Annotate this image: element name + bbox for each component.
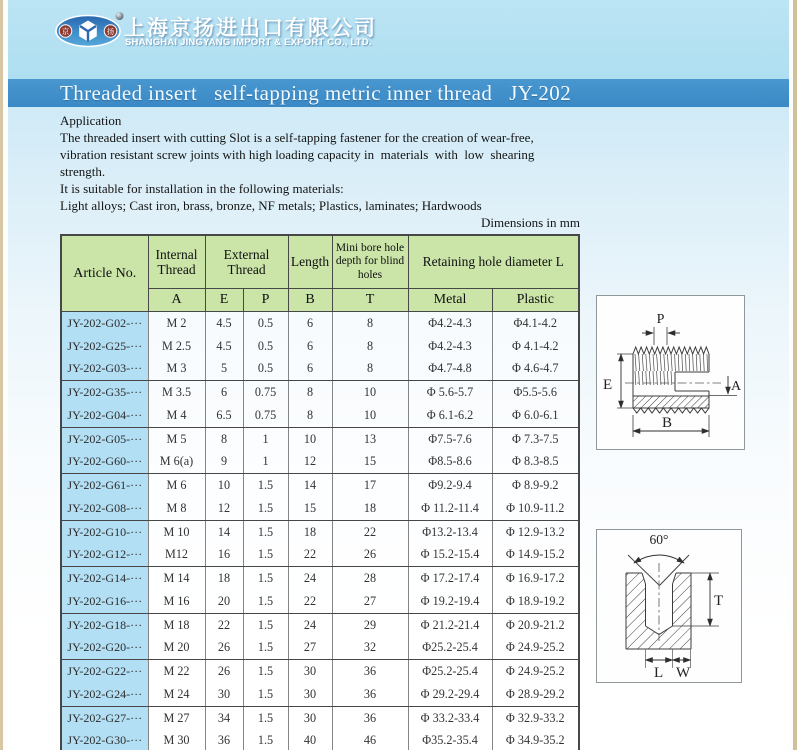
col-header-article: Article No. bbox=[61, 235, 148, 312]
article-no-cell: JY-202-G12-··· bbox=[61, 544, 148, 567]
spec-cell: 17 bbox=[332, 474, 408, 497]
table-row bbox=[61, 358, 579, 381]
spec-cell: 34 bbox=[205, 706, 243, 729]
spec-cell: M 14 bbox=[148, 567, 205, 590]
spec-cell: Φ4.7-4.8 bbox=[408, 358, 492, 381]
spec-cell: M 10 bbox=[148, 520, 205, 543]
article-no-cell: JY-202-G27-··· bbox=[61, 706, 148, 729]
table-row bbox=[61, 683, 579, 706]
spec-cell: 6 bbox=[288, 312, 332, 335]
col-subheader-p: P bbox=[243, 289, 288, 312]
application-line: strength. bbox=[60, 164, 106, 179]
spec-cell: 8 bbox=[288, 404, 332, 427]
table-header-row-1 bbox=[61, 235, 579, 289]
spec-cell: 36 bbox=[332, 660, 408, 683]
spec-cell: 32 bbox=[332, 637, 408, 660]
table-row bbox=[61, 404, 579, 427]
dim-label-p: P bbox=[656, 312, 665, 327]
logo-sphere-icon bbox=[116, 12, 124, 20]
application-heading: Application bbox=[60, 113, 122, 128]
article-no-cell: JY-202-G14-··· bbox=[61, 567, 148, 590]
spec-cell: Φ 19.2-19.4 bbox=[408, 590, 492, 613]
article-no-cell: JY-202-G61-··· bbox=[61, 474, 148, 497]
spec-cell: 26 bbox=[205, 637, 243, 660]
application-line: Light alloys; Cast iron, brass, bronze, NF metals; Plastics, laminates; Hardwoods bbox=[60, 198, 482, 213]
col-header-length: Length bbox=[288, 235, 332, 289]
spec-cell: 24 bbox=[288, 613, 332, 636]
spec-cell: Φ35.2-35.4 bbox=[408, 730, 492, 750]
spec-cell: Φ 16.9-17.2 bbox=[492, 567, 579, 590]
spec-cell: M12 bbox=[148, 544, 205, 567]
table-row bbox=[61, 451, 579, 474]
article-no-cell: JY-202-G05-··· bbox=[61, 427, 148, 450]
table-row bbox=[61, 474, 579, 497]
table-row bbox=[61, 660, 579, 683]
table-row bbox=[61, 730, 579, 750]
table-row bbox=[61, 520, 579, 543]
spec-cell: 0.75 bbox=[243, 381, 288, 404]
company-name-en: SHANGHAI JINGYANG IMPORT & EXPORT CO., LTD. bbox=[125, 37, 372, 48]
application-line: The threaded insert with cutting Slot is a self-tapping fastener for the creation of wear-free, bbox=[60, 130, 534, 145]
col-header-retaining: Retaining hole diameter L bbox=[408, 235, 579, 289]
spec-cell: M 8 bbox=[148, 497, 205, 520]
col-subheader-plastic: Plastic bbox=[492, 289, 579, 312]
page-title: Threaded insert self-tapping metric inner thread JY-202 bbox=[60, 81, 572, 105]
spec-cell: Φ 20.9-21.2 bbox=[492, 613, 579, 636]
spec-cell: 10 bbox=[332, 381, 408, 404]
article-no-cell: JY-202-G08-··· bbox=[61, 497, 148, 520]
spec-cell: 1.5 bbox=[243, 683, 288, 706]
spec-cell: 1.5 bbox=[243, 474, 288, 497]
spec-cell: 1 bbox=[243, 427, 288, 450]
spec-cell: 26 bbox=[332, 544, 408, 567]
spec-cell: 5 bbox=[205, 358, 243, 381]
spec-cell: 1.5 bbox=[243, 497, 288, 520]
spec-cell: 4.5 bbox=[205, 335, 243, 358]
table-row bbox=[61, 567, 579, 590]
product-title-bar bbox=[8, 79, 789, 107]
spec-cell: Φ 10.9-11.2 bbox=[492, 497, 579, 520]
spec-cell: 1.5 bbox=[243, 520, 288, 543]
dim-label-l: L bbox=[654, 665, 664, 680]
spec-cell: Φ 18.9-19.2 bbox=[492, 590, 579, 613]
spec-table bbox=[60, 234, 580, 750]
table-row bbox=[61, 312, 579, 335]
spec-cell: 1.5 bbox=[243, 590, 288, 613]
spec-cell: Φ 14.9-15.2 bbox=[492, 544, 579, 567]
spec-cell: M 6(a) bbox=[148, 451, 205, 474]
spec-cell: 13 bbox=[332, 427, 408, 450]
page-edge-right bbox=[793, 0, 797, 750]
spec-cell: 36 bbox=[332, 706, 408, 729]
spec-cell: 1 bbox=[243, 451, 288, 474]
spec-cell: 8 bbox=[205, 427, 243, 450]
col-header-mini-bore: Mini bore hole depth for blind holes bbox=[332, 235, 408, 289]
spec-cell: Φ 33.2-33.4 bbox=[408, 706, 492, 729]
spec-cell: M 24 bbox=[148, 683, 205, 706]
application-section bbox=[60, 112, 534, 214]
company-name-cn: 上海京扬进出口有限公司 bbox=[124, 16, 377, 40]
spec-cell: 46 bbox=[332, 730, 408, 750]
spec-cell: Φ 6.0-6.1 bbox=[492, 404, 579, 427]
spec-cell: 6.5 bbox=[205, 404, 243, 427]
spec-cell: 1.5 bbox=[243, 567, 288, 590]
col-subheader-e: E bbox=[205, 289, 243, 312]
spec-cell: 14 bbox=[205, 520, 243, 543]
spec-cell: 40 bbox=[288, 730, 332, 750]
dim-label-angle: 60° bbox=[649, 532, 669, 547]
application-line: vibration resistant screw joints with high loading capacity in materials with low shearing bbox=[60, 147, 535, 162]
article-no-cell: JY-202-G03-··· bbox=[61, 358, 148, 381]
spec-cell: M 2.5 bbox=[148, 335, 205, 358]
spec-cell: 8 bbox=[332, 358, 408, 381]
dimensions-note: Dimensions in mm bbox=[481, 215, 580, 230]
thread-profile bbox=[633, 347, 709, 354]
spec-cell: 1.5 bbox=[243, 613, 288, 636]
dim-label-b: B bbox=[661, 415, 673, 431]
table-body bbox=[61, 312, 579, 750]
logo-right-char: 扬 bbox=[106, 27, 115, 36]
spec-cell: M 30 bbox=[148, 730, 205, 750]
spec-cell: 27 bbox=[288, 637, 332, 660]
spec-cell: Φ13.2-13.4 bbox=[408, 520, 492, 543]
spec-cell: Φ4.1-4.2 bbox=[492, 312, 579, 335]
article-no-cell: JY-202-G60-··· bbox=[61, 451, 148, 474]
spec-cell: 30 bbox=[288, 706, 332, 729]
spec-cell: M 2 bbox=[148, 312, 205, 335]
col-subheader-b: B bbox=[288, 289, 332, 312]
table-row bbox=[61, 381, 579, 404]
spec-cell: Φ 6.1-6.2 bbox=[408, 404, 492, 427]
table-row bbox=[61, 497, 579, 520]
article-no-cell: JY-202-G10-··· bbox=[61, 520, 148, 543]
spec-cell: Φ 7.3-7.5 bbox=[492, 427, 579, 450]
spec-cell: 6 bbox=[288, 335, 332, 358]
dim-label-e: E bbox=[603, 377, 613, 393]
table-row bbox=[61, 590, 579, 613]
hole-drawing bbox=[596, 529, 742, 683]
col-subheader-a: A bbox=[148, 289, 205, 312]
spec-cell: 28 bbox=[332, 567, 408, 590]
spec-cell: 24 bbox=[288, 567, 332, 590]
insert-drawing bbox=[596, 295, 745, 450]
spec-cell: 12 bbox=[205, 497, 243, 520]
article-no-cell: JY-202-G02-··· bbox=[61, 312, 148, 335]
spec-cell: M 5 bbox=[148, 427, 205, 450]
spec-cell: 15 bbox=[332, 451, 408, 474]
spec-cell: 1.5 bbox=[243, 544, 288, 567]
spec-cell: M 3.5 bbox=[148, 381, 205, 404]
spec-cell: Φ 11.2-11.4 bbox=[408, 497, 492, 520]
col-header-external-thread: External Thread bbox=[205, 235, 288, 289]
spec-cell: 1.5 bbox=[243, 730, 288, 750]
spec-cell: Φ 28.9-29.2 bbox=[492, 683, 579, 706]
spec-cell: Φ7.5-7.6 bbox=[408, 427, 492, 450]
spec-cell: 10 bbox=[288, 427, 332, 450]
col-subheader-t: T bbox=[332, 289, 408, 312]
spec-cell: 30 bbox=[288, 660, 332, 683]
spec-cell: 30 bbox=[288, 683, 332, 706]
spec-cell: 18 bbox=[332, 497, 408, 520]
spec-cell: M 20 bbox=[148, 637, 205, 660]
spec-cell: 18 bbox=[288, 520, 332, 543]
spec-cell: 26 bbox=[205, 660, 243, 683]
spec-cell: 6 bbox=[288, 358, 332, 381]
spec-cell: 22 bbox=[205, 613, 243, 636]
spec-cell: 8 bbox=[332, 312, 408, 335]
spec-cell: 20 bbox=[205, 590, 243, 613]
table-row bbox=[61, 637, 579, 660]
spec-cell: M 3 bbox=[148, 358, 205, 381]
spec-cell: 9 bbox=[205, 451, 243, 474]
spec-cell: M 27 bbox=[148, 706, 205, 729]
spec-cell: M 6 bbox=[148, 474, 205, 497]
spec-cell: 0.5 bbox=[243, 358, 288, 381]
spec-cell: Φ 32.9-33.2 bbox=[492, 706, 579, 729]
spec-cell: 36 bbox=[332, 683, 408, 706]
spec-cell: 0.75 bbox=[243, 404, 288, 427]
spec-cell: Φ9.2-9.4 bbox=[408, 474, 492, 497]
article-no-cell: JY-202-G20-··· bbox=[61, 637, 148, 660]
col-subheader-metal: Metal bbox=[408, 289, 492, 312]
table-row bbox=[61, 613, 579, 636]
spec-cell: M 18 bbox=[148, 613, 205, 636]
spec-cell: Φ4.2-4.3 bbox=[408, 312, 492, 335]
spec-cell: Φ25.2-25.4 bbox=[408, 637, 492, 660]
spec-cell: 8 bbox=[332, 335, 408, 358]
spec-cell: Φ 15.2-15.4 bbox=[408, 544, 492, 567]
article-no-cell: JY-202-G18-··· bbox=[61, 613, 148, 636]
spec-cell: 10 bbox=[205, 474, 243, 497]
spec-cell: Φ 8.3-8.5 bbox=[492, 451, 579, 474]
spec-cell: 0.5 bbox=[243, 335, 288, 358]
spec-cell: Φ 4.1-4.2 bbox=[492, 335, 579, 358]
spec-cell: 6 bbox=[205, 381, 243, 404]
spec-cell: Φ 29.2-29.4 bbox=[408, 683, 492, 706]
spec-cell: 1.5 bbox=[243, 706, 288, 729]
spec-cell: M 4 bbox=[148, 404, 205, 427]
spec-cell: Φ4.2-4.3 bbox=[408, 335, 492, 358]
table-row bbox=[61, 706, 579, 729]
col-header-internal-thread: Internal Thread bbox=[148, 235, 205, 289]
spec-cell: 12 bbox=[288, 451, 332, 474]
table-row bbox=[61, 544, 579, 567]
spec-cell: 16 bbox=[205, 544, 243, 567]
spec-cell: Φ5.5-5.6 bbox=[492, 381, 579, 404]
spec-cell: Φ 34.9-35.2 bbox=[492, 730, 579, 750]
dim-label-a: A bbox=[731, 379, 742, 394]
application-line: It is suitable for installation in the following materials: bbox=[60, 181, 344, 196]
spec-cell: 22 bbox=[332, 520, 408, 543]
spec-cell: Φ 5.6-5.7 bbox=[408, 381, 492, 404]
spec-cell: Φ25.2-25.4 bbox=[408, 660, 492, 683]
article-no-cell: JY-202-G04-··· bbox=[61, 404, 148, 427]
spec-cell: Φ 12.9-13.2 bbox=[492, 520, 579, 543]
spec-cell: 22 bbox=[288, 590, 332, 613]
spec-cell: 14 bbox=[288, 474, 332, 497]
spec-cell: 18 bbox=[205, 567, 243, 590]
spec-cell: 4.5 bbox=[205, 312, 243, 335]
table-row bbox=[61, 335, 579, 358]
spec-cell: 8 bbox=[288, 381, 332, 404]
spec-cell: Φ 17.2-17.4 bbox=[408, 567, 492, 590]
spec-cell: 22 bbox=[288, 544, 332, 567]
table-row bbox=[61, 427, 579, 450]
spec-cell: 10 bbox=[332, 404, 408, 427]
spec-cell: 30 bbox=[205, 683, 243, 706]
logo-left-char: 京 bbox=[61, 27, 70, 36]
spec-cell: 0.5 bbox=[243, 312, 288, 335]
spec-cell: Φ 24.9-25.2 bbox=[492, 660, 579, 683]
spec-cell: 27 bbox=[332, 590, 408, 613]
spec-cell: 1.5 bbox=[243, 660, 288, 683]
spec-cell: Φ 21.2-21.4 bbox=[408, 613, 492, 636]
spec-cell: 1.5 bbox=[243, 637, 288, 660]
dim-label-t: T bbox=[714, 593, 724, 609]
spec-cell: Φ8.5-8.6 bbox=[408, 451, 492, 474]
spec-cell: 29 bbox=[332, 613, 408, 636]
spec-cell: M 22 bbox=[148, 660, 205, 683]
article-no-cell: JY-202-G35-··· bbox=[61, 381, 148, 404]
article-no-cell: JY-202-G22-··· bbox=[61, 660, 148, 683]
article-no-cell: JY-202-G24-··· bbox=[61, 683, 148, 706]
spec-cell: Φ 4.6-4.7 bbox=[492, 358, 579, 381]
spec-cell: M 16 bbox=[148, 590, 205, 613]
article-no-cell: JY-202-G30-··· bbox=[61, 730, 148, 750]
article-no-cell: JY-202-G25-··· bbox=[61, 335, 148, 358]
spec-cell: Φ 24.9-25.2 bbox=[492, 637, 579, 660]
spec-cell: 36 bbox=[205, 730, 243, 750]
spec-cell: 15 bbox=[288, 497, 332, 520]
company-logo bbox=[55, 11, 125, 54]
spec-cell: Φ 8.9-9.2 bbox=[492, 474, 579, 497]
article-no-cell: JY-202-G16-··· bbox=[61, 590, 148, 613]
dim-label-w: W bbox=[676, 665, 691, 680]
